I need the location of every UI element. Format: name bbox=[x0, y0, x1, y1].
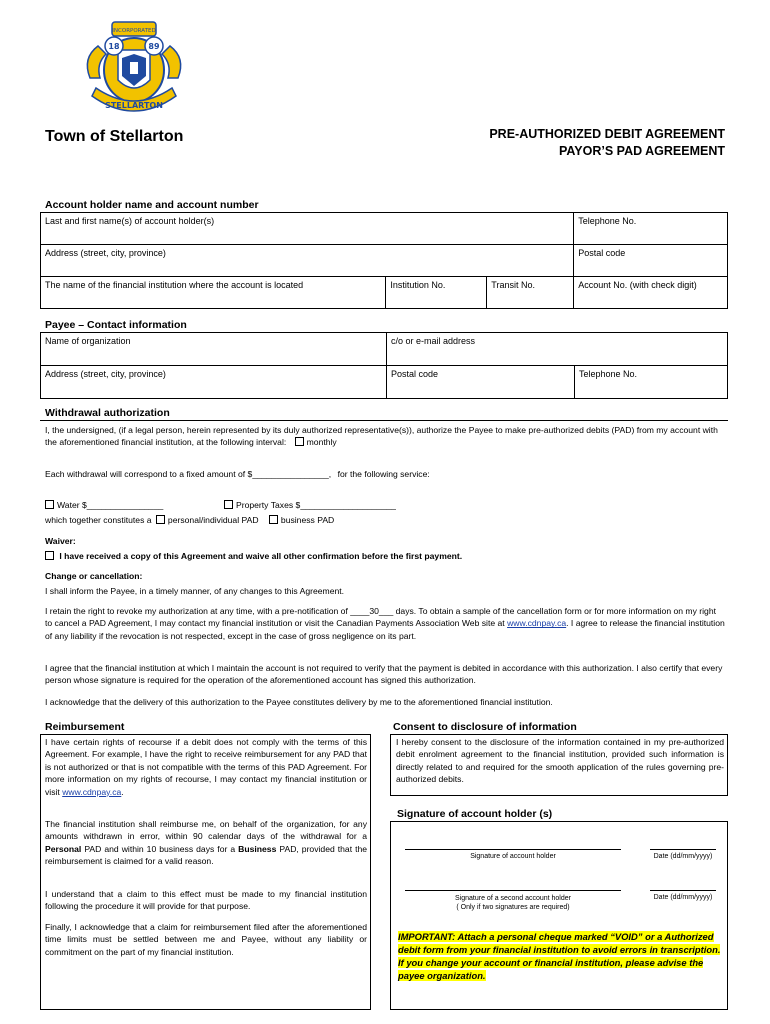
seal-year-right: 89 bbox=[148, 42, 160, 51]
reimbursement-personal-word: Personal bbox=[45, 843, 82, 854]
signature-2-label-text: Signature of a second account holder bbox=[455, 895, 571, 902]
revoke-text-1: I retain the right to revoke my authorization at any time, with a pre-notification of bbox=[45, 606, 348, 616]
payee-table bbox=[40, 332, 728, 399]
account-holder-table bbox=[40, 212, 728, 309]
seal-bottom-text: STELLARTON bbox=[105, 101, 163, 110]
revoke-text-2: days. To obtain a sample of the cancellation form or for more information on my right to cancel a PAD Agreement, I may contact my financial institution or visit the Canadian Payments Association Web site at bbox=[45, 606, 716, 629]
payee-heading: Payee – Contact information bbox=[45, 319, 187, 331]
consent-text: I hereby consent to the disclosure of the information contained in my pre-authorized debit enrolment agreement to the financial institution, provided such information is directly related to and required for the smooth application of the rules governing pre-authorized debits. bbox=[396, 737, 724, 785]
account-holder-names-field[interactable] bbox=[41, 213, 574, 245]
account-holder-telephone-field[interactable] bbox=[574, 213, 728, 245]
consent-heading: Consent to disclosure of information bbox=[393, 721, 577, 733]
reimbursement-business-word: Business bbox=[238, 843, 277, 854]
withdrawal-heading: Withdrawal authorization bbox=[45, 407, 170, 419]
payee-org-field[interactable] bbox=[41, 333, 387, 366]
signature-heading: Signature of account holder (s) bbox=[397, 808, 553, 820]
personal-pad-checkbox[interactable] bbox=[156, 515, 165, 524]
signature-1-line[interactable] bbox=[405, 849, 621, 850]
water-label: Water $ bbox=[57, 500, 87, 510]
document-title bbox=[345, 126, 725, 160]
account-no-field[interactable] bbox=[574, 277, 728, 309]
waiver-checkbox[interactable] bbox=[45, 551, 54, 560]
monthly-checkbox[interactable] bbox=[295, 437, 304, 446]
personal-pad-label: personal/individual PAD bbox=[167, 515, 259, 525]
reimbursement-p2-text-1: The financial institution shall reimburse me, on behalf of the organization, for any amounts withdrawn in error, within 90 calendar days of the withdrawal for a bbox=[45, 819, 367, 842]
date-1-line[interactable] bbox=[650, 849, 716, 850]
date-2-label: Date (dd/mm/yyyy) bbox=[653, 894, 713, 901]
property-taxes-line bbox=[224, 499, 524, 511]
payee-email-field[interactable] bbox=[387, 333, 728, 366]
constitutes-text: which together constitutes a bbox=[45, 515, 152, 525]
account-holder-address-field[interactable] bbox=[41, 245, 574, 277]
reimbursement-p3: I understand that a claim to this effect must be made to my financial institution following the procedure it will provide for that purpose. bbox=[45, 889, 367, 912]
title-line-2: PAYOR’S PAD AGREEMENT bbox=[559, 144, 725, 158]
reimbursement-heading: Reimbursement bbox=[45, 721, 125, 733]
reimbursement-p2 bbox=[45, 818, 367, 868]
revoke-paragraph bbox=[45, 605, 725, 642]
address-label: Address (street, city, province) bbox=[45, 248, 166, 258]
seal-top-text: INCORPORATED bbox=[112, 28, 156, 34]
fixed-amount-text: Each withdrawal will correspond to a fixed amount of $ bbox=[45, 469, 253, 479]
institution-no-field[interactable] bbox=[386, 277, 487, 309]
transit-no-field[interactable] bbox=[487, 277, 574, 309]
title-line-1: PRE-AUTHORIZED DEBIT AGREEMENT bbox=[489, 127, 725, 141]
fixed-amount-line bbox=[45, 468, 725, 480]
payee-telephone-label: Telephone No. bbox=[579, 369, 638, 379]
fixed-amount-blank[interactable]: ________________, bbox=[252, 469, 332, 479]
signature-2-note: ( Only if two signatures are required) bbox=[456, 904, 570, 911]
revoke-days: ____30___ bbox=[350, 606, 394, 616]
account-holder-postal-field[interactable] bbox=[574, 245, 728, 277]
account-holder-heading: Account holder name and account number bbox=[45, 199, 259, 211]
withdrawal-intro bbox=[45, 424, 725, 449]
reimbursement-p4: Finally, I acknowledge that a claim for reimbursement filed after the aforementioned time limits must be settled between me and Payee, without any liability or commitment on the part of my financial institution. bbox=[45, 922, 367, 957]
institution-name-label: The name of the financial institution where the account is located bbox=[45, 280, 304, 290]
payee-postal-field[interactable] bbox=[387, 366, 575, 399]
water-checkbox[interactable] bbox=[45, 500, 54, 509]
reimbursement-cdnpay-link[interactable]: www.cdnpay.ca bbox=[62, 786, 122, 797]
waiver-heading: Waiver: bbox=[45, 536, 76, 546]
cdnpay-link[interactable]: www.cdnpay.ca bbox=[507, 618, 567, 629]
reimbursement-p1-text: I have certain rights of recourse if a debit does not comply with the terms of this Agreement. For example, I have the right to receive reimbursement for any PAD that is not authorized or that is not compatible with the terms of this PAD Agreement. For more information on my rights of recourse, I may contact my financial institution or visit bbox=[45, 737, 367, 797]
revoke-text-3: . I agree to release the financial institution of any liability if the revocation is not respected, except in the case of gross negligence on its part. bbox=[45, 618, 725, 641]
reimbursement-p2-text-3: PAD, provided that the reimbursement is claimed for a valid reason. bbox=[45, 843, 368, 867]
payee-email-label: c/o or e-mail address bbox=[391, 336, 476, 346]
date-1-label: Date (dd/mm/yyyy) bbox=[653, 853, 713, 860]
important-notice-text: IMPORTANT: Attach a personal cheque marked “VOID” or a Authorized debit form from your financial institution to avoid errors in transcription. If you change your account or financial institution, please advise the payee organization. bbox=[398, 931, 721, 981]
signature-2-line[interactable] bbox=[405, 890, 621, 891]
change-text: I shall inform the Payee, in a timely manner, of any changes to this Agreement. bbox=[45, 586, 345, 596]
waiver-text: I have received a copy of this Agreement and waive all other confirmation before the first payment. bbox=[59, 551, 463, 561]
institution-no-label: Institution No. bbox=[390, 280, 446, 290]
agree-paragraph: I agree that the financial institution at which I maintain the account is not required to verify that the payment is debited in accordance with this authorization. I also certify that every person whose signature is required for the operation of the aforementioned account has signed this authorization. bbox=[45, 663, 723, 686]
service-text: for the following service: bbox=[337, 469, 430, 479]
change-heading: Change or cancellation: bbox=[45, 571, 143, 581]
property-taxes-label: Property Taxes $ bbox=[236, 500, 301, 510]
property-taxes-amount-blank[interactable]: ____________________ bbox=[300, 500, 396, 510]
acknowledge-paragraph: I acknowledge that the delivery of this authorization to the Payee constitutes delivery by me to the aforementioned financial institution. bbox=[45, 697, 553, 707]
names-label: Last and first name(s) of account holder(s) bbox=[45, 216, 215, 226]
reimbursement-p1-end: . bbox=[121, 786, 124, 797]
water-amount-blank[interactable]: ________________ bbox=[86, 500, 164, 510]
date-2-line[interactable] bbox=[650, 890, 716, 891]
seal-year-left: 18 bbox=[108, 42, 120, 51]
institution-name-field[interactable] bbox=[41, 277, 386, 309]
town-seal-logo bbox=[78, 18, 190, 124]
reimbursement-p2-text-2: PAD and within 10 business days for a bbox=[84, 843, 236, 854]
telephone-label: Telephone No. bbox=[578, 216, 637, 226]
business-pad-label: business PAD bbox=[280, 515, 335, 525]
payee-postal-label: Postal code bbox=[391, 369, 439, 379]
reimbursement-p1 bbox=[45, 736, 367, 798]
important-notice bbox=[398, 930, 724, 982]
payee-telephone-field[interactable] bbox=[575, 366, 728, 399]
account-no-label: Account No. (with check digit) bbox=[578, 280, 697, 290]
transit-no-label: Transit No. bbox=[491, 280, 535, 290]
org-name: Town of Stellarton bbox=[45, 128, 184, 145]
payee-address-label: Address (street, city, province) bbox=[45, 369, 166, 379]
business-pad-checkbox[interactable] bbox=[269, 515, 278, 524]
monthly-label: monthly bbox=[306, 437, 337, 448]
signature-1-label: Signature of account holder bbox=[470, 853, 556, 860]
pad-type-line bbox=[45, 514, 545, 526]
waiver-line bbox=[45, 550, 725, 562]
payee-org-label: Name of organization bbox=[45, 336, 131, 346]
postal-label: Postal code bbox=[578, 248, 626, 258]
payee-address-field[interactable] bbox=[41, 366, 387, 399]
signature-2-label bbox=[405, 894, 621, 912]
withdrawal-divider bbox=[40, 420, 728, 421]
property-taxes-checkbox[interactable] bbox=[224, 500, 233, 509]
withdrawal-intro-text: I, the undersigned, (if a legal person, herein represented by its duly authorized representative(s)), authorize the Payee to make pre-authorized debits (PAD) from my account with the aforementioned financial institution, at the following interval: bbox=[45, 425, 718, 448]
